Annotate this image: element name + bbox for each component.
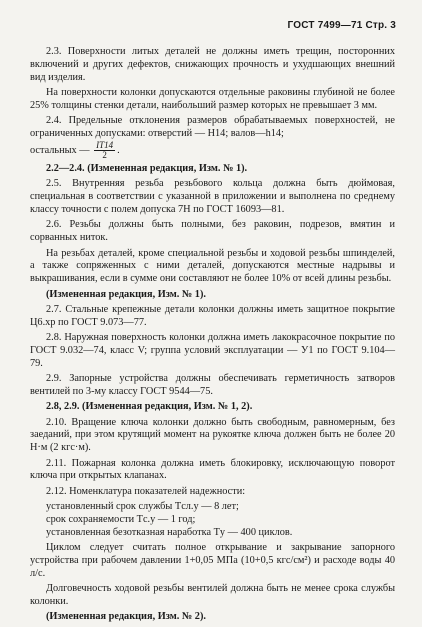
revision-note-3: 2.8, 2.9. (Измененная редакция, Изм. № 1, 2).: [46, 401, 253, 413]
fraction-tail: .: [117, 145, 120, 157]
paragraph-durability: Долговечность ходовой резьбы вентилей должна быть не менее срока службы колонки.: [30, 583, 395, 607]
reliability-item-3: установленная безотказная наработка Tу — 400 циклов.: [46, 526, 293, 538]
reliability-item-2: срок сохраняемости Tс.у — 1 год;: [46, 514, 196, 525]
revision-note-1: 2.2—2.4. (Измененная редакция, Изм. № 1).: [46, 162, 248, 174]
revision-note-4: (Измененная редакция, Изм. № 2).: [46, 611, 206, 623]
paragraph-2-3-cont: На поверхности колонки допускаются отдельные раковины глубиной не более 25% толщины стенки детали, наибольший размер которых не превышает 3 мм.: [30, 86, 395, 111]
paragraph-2-9: 2.9. Запорные устройства должны обеспечивать герметичность затворов вентилей по 3-му классу ГОСТ 9544—75.: [30, 373, 395, 397]
paragraph-2-6: 2.6. Резьбы должны быть полными, без раковин, подрезов, вмятин и сорванных ниток.: [30, 219, 395, 244]
page-header: ГОСТ 7499—71 Стр. 3: [287, 20, 396, 31]
paragraph-2-4-fraction-line: [30, 141, 395, 160]
document-body: [30, 46, 395, 627]
reliability-item-1: установленный срок службы Tсл.у — 8 лет;: [46, 501, 239, 513]
paragraph-2-5: 2.5. Внутренняя резьба резьбового кольца должна быть дюймовая, специальная в соответствии с указанной в приложении и выполнена по среднему классу точности с полем допуска 7H по ГОСТ 16093—81.: [30, 178, 395, 215]
fraction-denominator: 2: [102, 150, 107, 161]
paragraph-2-7: 2.7. Стальные крепежные детали колонки должны иметь защитное покрытие Ц6.хр по ГОСТ 9.073—77.: [30, 303, 395, 328]
revision-note-2: (Измененная редакция, Изм. № 1).: [46, 288, 206, 300]
paragraph-2-10: 2.10. Вращение ключа колонки должно быть свободным, равномерным, без заеданий, при этом крутящий момент на рукоятке ключа должен быть не более 20 Н·м (2 кгс·м).: [30, 416, 395, 454]
paragraph-2-3: 2.3. Поверхности литых деталей не должны иметь трещин, посторонних включений и других дефектов, снижающих прочность и ухудшающих внешний вид изделия.: [30, 46, 395, 83]
paragraph-2-4: 2.4. Предельные отклонения размеров обрабатываемых поверхностей, не ограниченных допусками: отверстий — H14; валов—h14;: [30, 115, 395, 139]
fraction: [94, 141, 115, 160]
paragraph-2-8: 2.8. Наружная поверхность колонки должна иметь лакокрасочное покрытие по ГОСТ 9.032—74, класс V; группа условий эксплуатации — У1 по ГОСТ 9.104—79.: [30, 332, 395, 369]
fraction-numerator: IT14: [96, 140, 114, 151]
paragraph-2-11: 2.11. Пожарная колонка должна иметь блокировку, исключающую поворот ключа при открытых клапанах.: [30, 457, 395, 482]
fraction-lead-text: остальных —: [30, 145, 90, 157]
paragraph-cycle: Циклом следует считать полное открывание и закрывание запорного устройства при рабочем давлении 1+0,05 МПа (10+0,5 кгс/см²) и расходе воды 40 л/с.: [30, 542, 395, 579]
paragraph-2-6-cont: На резьбах деталей, кроме специальной резьбы и ходовой резьбы шпинделей, а также сопряженных с ними деталей, допускаются местные надрывы и выкрашивания, если в сумме они составляют не более 10% от всей длины резьбы.: [30, 247, 395, 285]
paragraph-2-12: 2.12. Номенклатура показателей надежности:: [46, 485, 246, 497]
